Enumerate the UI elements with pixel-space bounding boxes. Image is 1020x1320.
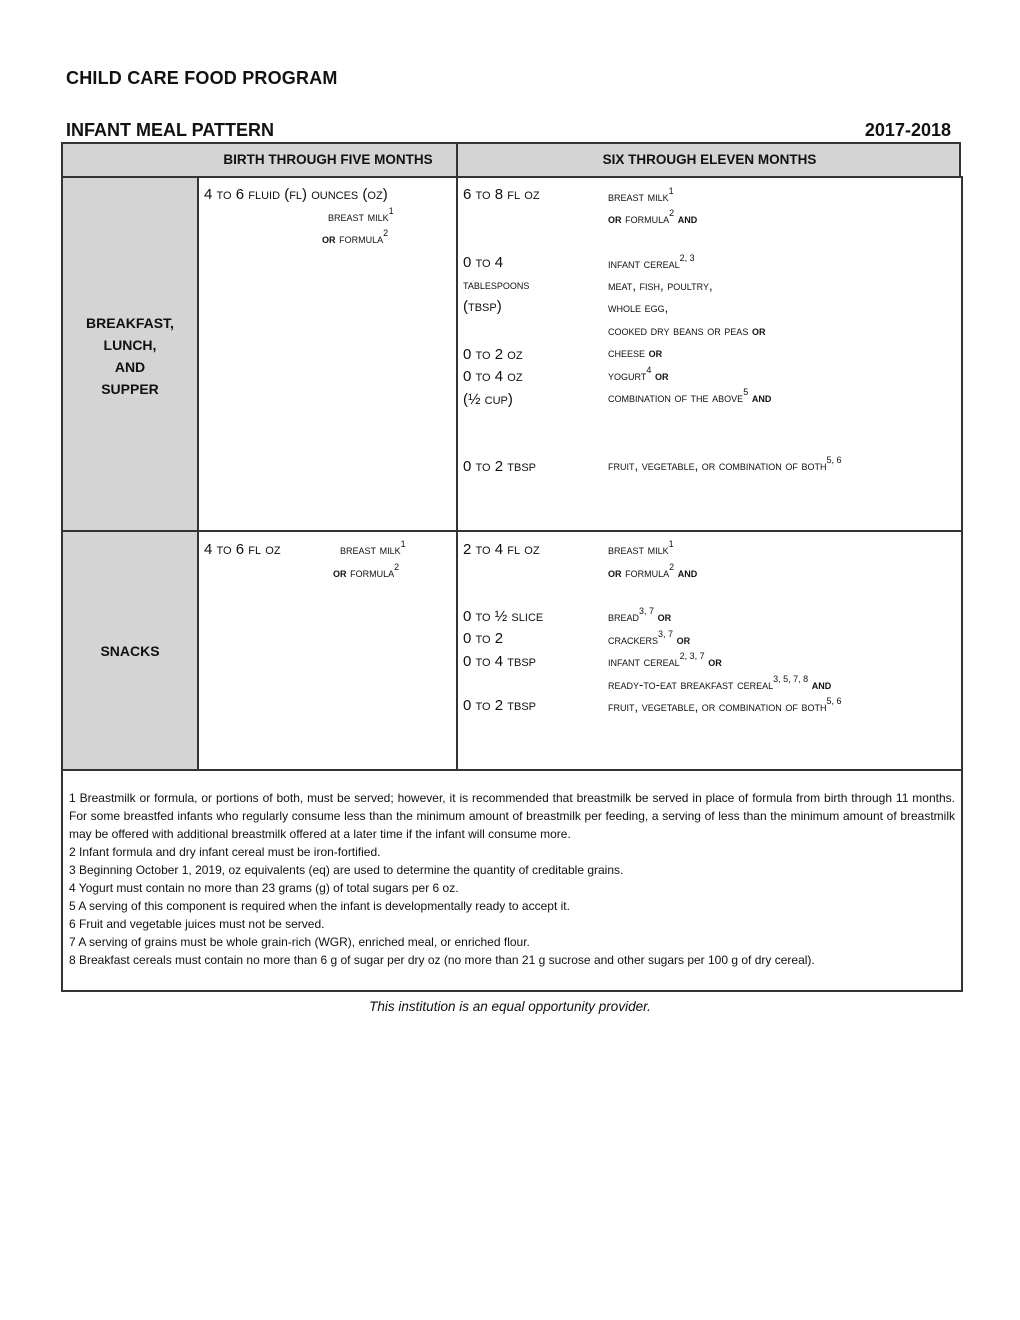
table-header [61, 142, 961, 178]
pattern-title: INFANT MEAL PATTERN [66, 120, 274, 140]
snacks-six-formula: or formula$^2$ and [608, 562, 698, 580]
meals-six-amount-fruit: 0 to 2 tbsp [463, 458, 536, 475]
meals-six-combo: combination of the above$^5$ and [608, 387, 772, 405]
meals-six-amount-cup: (½ cup) [463, 391, 513, 408]
snacks-six-fruit: fruit, vegetable, or combination of both$^{5, 6}$ [608, 696, 842, 714]
meals-six-amount-cereal: 0 to 4 [463, 254, 504, 271]
footnote-4: 4 Yogurt must contain no more than 23 grams (g) of total sugars per 6 oz. [69, 881, 459, 895]
footnote-7: 7 A serving of grains must be whole grain-rich (WGR), enriched meal, or enriched flour. [69, 935, 530, 949]
meals-six-yogurt: yogurt$^4$ or [608, 365, 669, 383]
snacks-six-amount-cereal: 0 to 4 tbsp [463, 653, 536, 670]
equal-opportunity-statement: This institution is an equal opportunity provider. [369, 999, 651, 1014]
row-label-snacks: SNACKS [100, 643, 160, 659]
year-label: 2017-2018 [864, 120, 951, 140]
snacks-six-rte-cereal: ready-to-eat breakfast cereal$^{3, 5, 7, 8}$ and [608, 674, 832, 692]
meals-birth-amount: 4 to 6 fluid (fl) ounces (oz) [204, 186, 388, 203]
meals-six-amount-yogurt: 0 to 4 oz [463, 368, 523, 385]
age-divider [456, 176, 458, 771]
snacks-six-breastmilk: breast milk$^1$ [608, 539, 674, 557]
meals-birth-formula: or formula$^2$ [322, 228, 389, 246]
snacks-birth-formula: or formula$^2$ [333, 562, 400, 580]
meals-six-amount-tbsp-abbr: (tbsp) [463, 298, 502, 315]
snacks-six-amount-crackers: 0 to 2 [463, 630, 504, 647]
snacks-birth-amount: 4 to 6 fl oz [204, 541, 281, 558]
meals-six-egg: whole egg, [608, 300, 669, 315]
snacks-six-bread: bread$^{3, 7}$ or [608, 606, 672, 624]
meals-six-cheese: cheese or [608, 345, 663, 360]
snacks-six-amount-bread: 0 to ½ slice [463, 608, 544, 625]
header-six: SIX THROUGH ELEVEN MONTHS [602, 152, 817, 167]
meals-six-breastmilk: breast milk$^1$ [608, 186, 674, 204]
meals-six-formula: or formula$^2$ and [608, 208, 698, 226]
meals-six-amount-milk: 6 to 8 fl oz [463, 186, 540, 203]
header-divider [456, 142, 458, 178]
program-title: CHILD CARE FOOD PROGRAM [66, 68, 338, 88]
meals-six-meat: meat, fish, poultry, [608, 278, 713, 293]
footnotes-box [61, 769, 963, 992]
meals-six-amount-tbsp: tablespoons [463, 277, 530, 292]
meals-six-fruit: fruit, vegetable, or combination of both$^{5, 6}$ [608, 455, 842, 473]
snacks-six-amount-fruit: 0 to 2 tbsp [463, 697, 536, 714]
snacks-birth-breastmilk: breast milk$^1$ [340, 539, 406, 557]
footnote-5: 5 A serving of this component is required when the infant is developmentally ready to accept it. [69, 899, 570, 913]
label-divider [197, 176, 199, 771]
footnote-8: 8 Breakfast cereals must contain no more than 6 g of sugar per dry oz (no more than 21 g sucrose and other sugars per 100 g of dry cereal). [69, 953, 815, 967]
footnote-2: 2 Infant formula and dry infant cereal must be iron-fortified. [69, 845, 381, 859]
meals-six-amount-cheese: 0 to 2 oz [463, 346, 523, 363]
meals-six-beans: cooked dry beans or peas or [608, 323, 766, 338]
meals-six-infant-cereal: infant cereal$^{2, 3}$ [608, 253, 695, 271]
snacks-six-crackers: crackers$^{3, 7}$ or [608, 629, 691, 647]
snacks-six-infant-cereal: infant cereal$^{2, 3, 7}$ or [608, 651, 722, 669]
footnote-6: 6 Fruit and vegetable juices must not be served. [69, 917, 325, 931]
row-divider [61, 530, 963, 532]
snacks-six-amount-milk: 2 to 4 fl oz [463, 541, 540, 558]
meals-birth-breastmilk: breast milk$^1$ [328, 206, 394, 224]
header-birth: BIRTH THROUGH FIVE MONTHS [223, 152, 433, 167]
label-column [63, 178, 197, 769]
footnote-1: 1 Breastmilk or formula, or portions of both, must be served; however, it is recommended that breastmilk be served in place of formula from birth through 11 months. For some breastfed infants who regularly consume less than the minimum amount of breastmilk per feeding, a serving of less than the minimum amount of breastmilk may be offered with additional breastmilk offered at a later time if the infant will consume more. [69, 791, 955, 841]
row-label-meals: BREAKFAST, LUNCH, AND SUPPER [86, 315, 174, 397]
footnote-3: 3 Beginning October 1, 2019, oz equivalents (eq) are used to determine the quantity of creditable grains. [69, 863, 624, 877]
